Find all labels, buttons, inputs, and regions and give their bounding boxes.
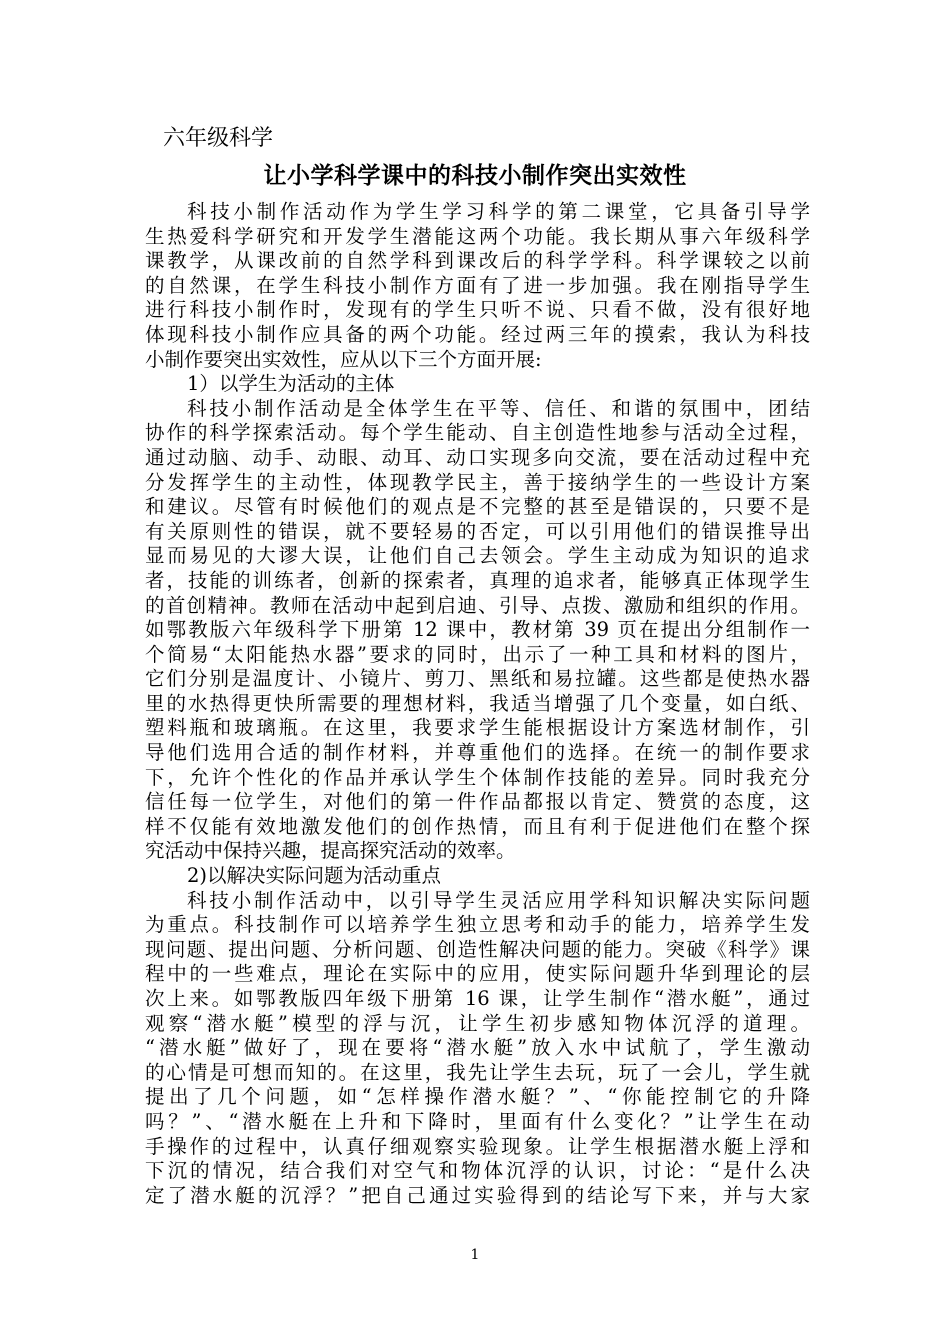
text-line: 里的水热得更快所需要的理想材料，我适当增强了几个变量，如白纸、	[145, 691, 810, 715]
text-line: 塑料瓶和玻璃瓶。在这里，我要求学生能根据设计方案选材制作，引	[145, 716, 810, 740]
text-line: 如鄂教版六年级科学下册第 12 课中，教材第 39 页在提出分组制作一	[145, 618, 810, 642]
section-heading: 1）以学生为活动的主体	[187, 372, 395, 396]
text-line: 手操作的过程中，认真仔细观察实验现象。让学生根据潜水艇上浮和	[145, 1134, 810, 1158]
subject-label: 六年级科学	[163, 126, 274, 151]
text-line: 课教学，从课改前的自然学科到课改后的科学学科。科学课较之以前	[145, 249, 810, 273]
text-line: 吗？”、“潜水艇在上升和下降时，里面有什么变化？”让学生在动	[145, 1109, 810, 1133]
text-line: 协作的科学探索活动。每个学生能动、自主创造性地参与活动全过程，	[145, 421, 810, 445]
text-line: “潜水艇”做好了，现在要将“潜水艇”放入水中试航了，学生激动	[145, 1036, 810, 1060]
text-line: 者，技能的训练者，创新的探索者，真理的追求者，能够真正体现学生	[145, 568, 810, 592]
text-line: 现问题、提出问题、分析问题、创造性解决问题的能力。突破《科学》课	[145, 937, 810, 961]
text-line: 生热爱科学研究和开发学生潜能这两个功能。我长期从事六年级科学	[145, 224, 810, 248]
text-line: 样不仅能有效地激发他们的创作热情，而且有利于促进他们在整个探	[145, 814, 810, 838]
section-heading: 2)以解决实际问题为活动重点	[187, 864, 442, 888]
article-body	[145, 200, 810, 1208]
text-line: 的心情是可想而知的。在这里，我先让学生去玩，玩了一会儿，学生就	[145, 1060, 810, 1084]
text-line: 的自然课，在学生科技小制作方面有了进一步加强。我在刚指导学生	[145, 273, 810, 297]
text-line: 信任每一位学生，对他们的第一件作品都报以肯定、赞赏的态度，这	[145, 790, 810, 814]
text-line: 进行科技小制作时，发现有的学生只听不说、只看不做，没有很好地	[145, 298, 810, 322]
text-line: 下，允许个性化的作品并承认学生个体制作技能的差异。同时我充分	[145, 765, 810, 789]
text-line: 科技小制作活动中，以引导学生灵活应用学科知识解决实际问题	[187, 888, 810, 912]
text-line: 定了潜水艇的沉浮？”把自己通过实验得到的结论写下来，并与大家	[145, 1183, 810, 1207]
text-line: 个简易“太阳能热水器”要求的同时，出示了一种工具和材料的图片，	[145, 642, 810, 666]
text-line: 显而易见的大谬大误，让他们自己去领会。学生主动成为知识的追求	[145, 544, 810, 568]
text-line: 和建议。尽管有时候他们的观点是不完整的甚至是错误的，只要不是	[145, 495, 810, 519]
text-line: 提出了几个问题，如“怎样操作潜水艇？”、“你能控制它的升降	[145, 1085, 810, 1109]
text-line: 体现科技小制作应具备的两个功能。经过两三年的摸索，我认为科技	[145, 322, 810, 346]
text-line: 程中的一些难点，理论在实际中的应用，使实际问题升华到理论的层	[145, 962, 810, 986]
text-line: 科技小制作活动作为学生学习科学的第二课堂，它具备引导学	[187, 200, 810, 223]
text-line: 观察“潜水艇”模型的浮与沉，让学生初步感知物体沉浮的道理。	[145, 1011, 810, 1035]
page-number: 1	[470, 1247, 480, 1263]
text-line: 科技小制作活动是全体学生在平等、信任、和谐的氛围中，团结	[187, 396, 810, 420]
text-line: 次上来。如鄂教版四年级下册第 16 课，让学生制作“潜水艇”，通过	[145, 987, 810, 1010]
text-line: 究活动中保持兴趣，提高探究活动的效率。	[145, 839, 516, 863]
text-line: 通过动脑、动手、动眼、动耳、动口实现多向交流，要在活动过程中充	[145, 445, 810, 469]
text-line: 有关原则性的错误，就不要轻易的否定，可以引用他们的错误推导出	[145, 519, 810, 543]
text-line: 导他们选用合适的制作材料，并尊重他们的选择。在统一的制作要求	[145, 741, 810, 765]
text-line: 它们分别是温度计、小镜片、剪刀、黑纸和易拉罐。这些都是使热水器	[145, 667, 810, 691]
text-line: 小制作要突出实效性，应从以下三个方面开展:	[145, 347, 542, 371]
text-line: 的首创精神。教师在活动中起到启迪、引导、点拨、激励和组织的作用。	[145, 593, 810, 617]
text-line: 为重点。科技制作可以培养学生独立思考和动手的能力，培养学生发	[145, 913, 810, 937]
article-title: 让小学科学课中的科技小制作突出实效性	[263, 162, 687, 189]
text-line: 下沉的情况，结合我们对空气和物体沉浮的认识，讨论：“是什么决	[145, 1159, 810, 1183]
text-line: 分发挥学生的主动性，体现教学民主，善于接纳学生的一些设计方案	[145, 470, 810, 494]
